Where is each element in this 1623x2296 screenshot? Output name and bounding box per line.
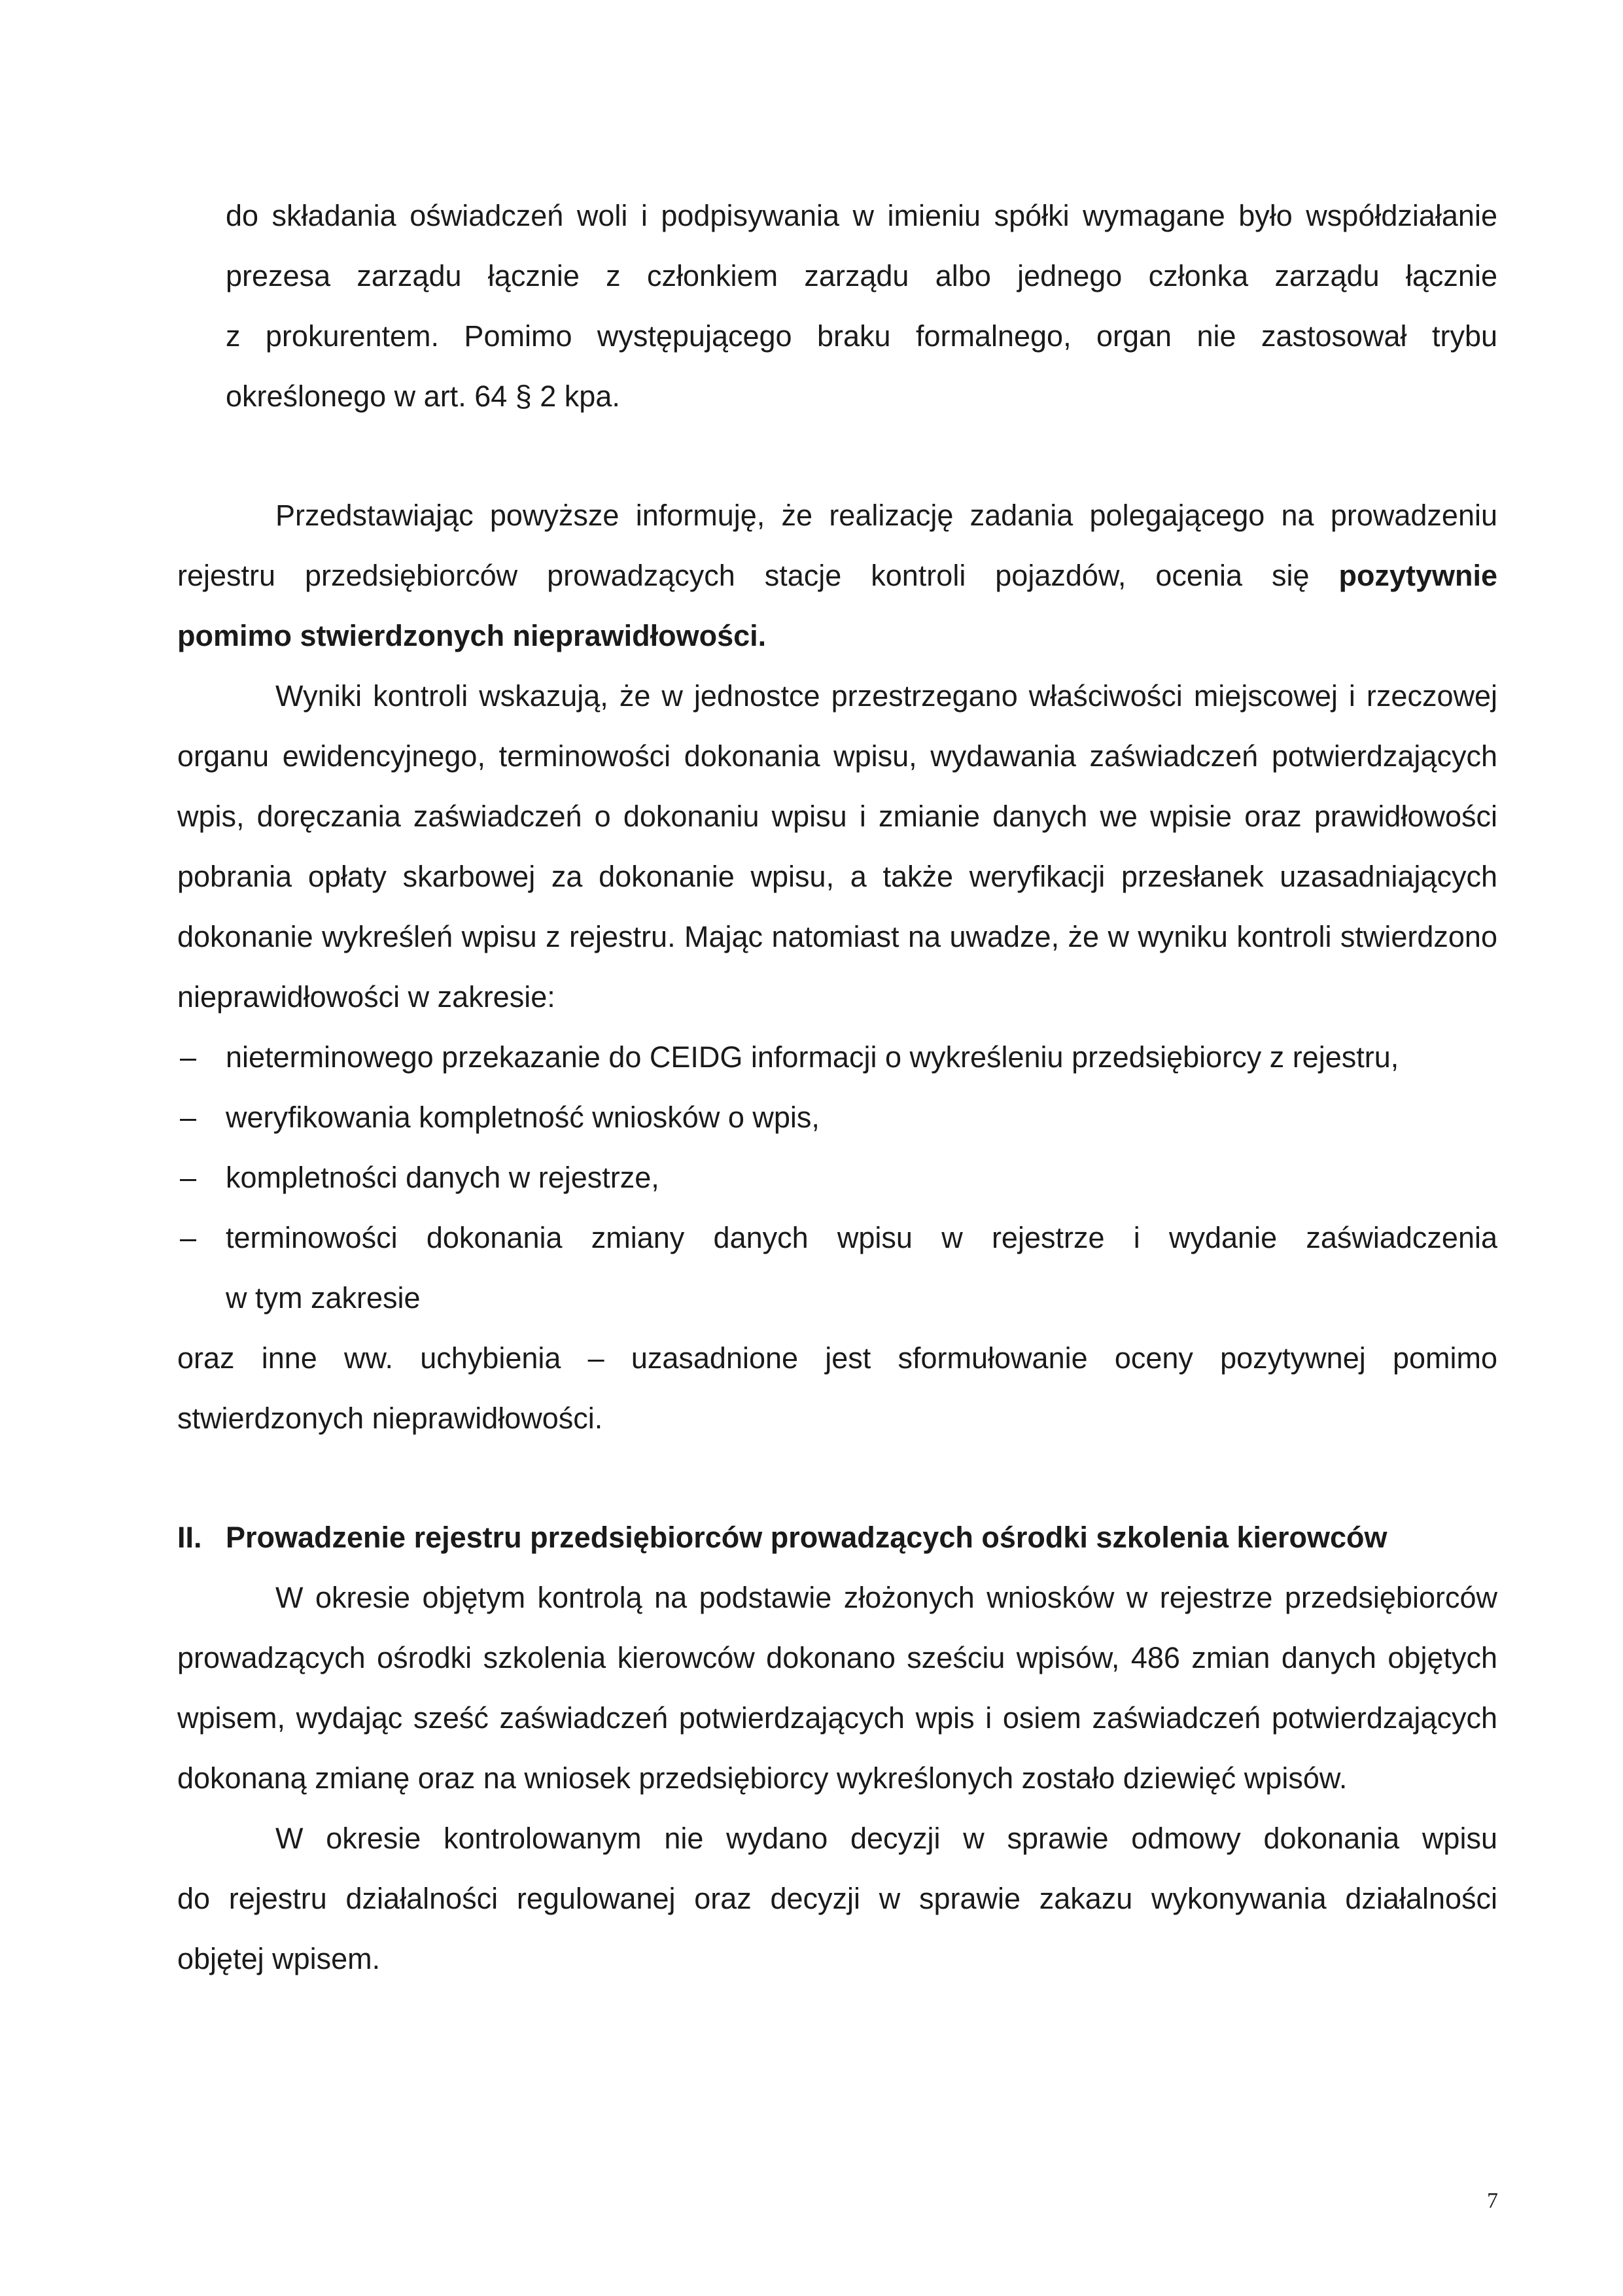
text-line: prezesa zarządu łącznie z członkiem zarządu albo jednego członka zarządu łącznie bbox=[226, 259, 1497, 292]
text-line: prowadzących ośrodki szkolenia kierowców dokonano sześciu wpisów, 486 zmian danych objętych bbox=[177, 1641, 1497, 1674]
dash-bullet-icon: – bbox=[180, 1161, 197, 1194]
text-line: oraz inne ww. uchybienia – uzasadnione jest sformułowanie oceny pozytywnej pomimo bbox=[177, 1341, 1497, 1375]
section-title: Prowadzenie rejestru przedsiębiorców prowadzących ośrodki szkolenia kierowców bbox=[226, 1521, 1387, 1554]
text-line: wpis, doręczania zaświadczeń o dokonaniu wpisu i zmianie danych we wpisie oraz prawidłowości bbox=[177, 800, 1497, 833]
dash-bullet-icon: – bbox=[180, 1040, 197, 1074]
text-line: stwierdzonych nieprawidłowości. bbox=[177, 1402, 603, 1435]
list-item-text: weryfikowania kompletność wniosków o wpis, bbox=[226, 1101, 820, 1134]
text-line: W okresie objętym kontrolą na podstawie złożonych wniosków w rejestrze przedsiębiorców bbox=[275, 1581, 1497, 1614]
text-line: określonego w art. 64 § 2 kpa. bbox=[226, 380, 620, 413]
intro-paragraph bbox=[177, 186, 1497, 427]
list-item-text: kompletności danych w rejestrze, bbox=[226, 1161, 659, 1194]
text-line bbox=[177, 546, 1497, 606]
text-line: organu ewidencyjnego, terminowości dokonania wpisu, wydawania zaświadczeń potwierdzających bbox=[177, 739, 1497, 773]
text-line: do rejestru działalności regulowanej oraz decyzji w sprawie zakazu wykonywania działalności bbox=[177, 1882, 1497, 1915]
text-span: rejestru przedsiębiorców prowadzących stacje kontroli pojazdów, ocenia się bbox=[177, 559, 1339, 592]
page-number: 7 bbox=[1487, 2189, 1498, 2213]
text-line: W okresie kontrolowanym nie wydano decyzji w sprawie odmowy dokonania wpisu bbox=[275, 1822, 1497, 1855]
text-line: dokonaną zmianę oraz na wniosek przedsiębiorcy wykreślonych zostało dziewięć wpisów. bbox=[177, 1761, 1348, 1795]
section-paragraph bbox=[177, 1809, 1497, 1989]
list-item-text: terminowości dokonania zmiany danych wpisu w rejestrze i wydanie zaświadczenia bbox=[226, 1221, 1497, 1254]
list-item bbox=[177, 1208, 1497, 1268]
list-item-continuation: w tym zakresie bbox=[226, 1281, 421, 1315]
list-item bbox=[177, 1087, 1497, 1148]
bold-text: pomimo stwierdzonych nieprawidłowości. bbox=[177, 619, 767, 652]
text-line: nieprawidłowości w zakresie: bbox=[177, 980, 555, 1014]
text-line: wpisem, wydając sześć zaświadczeń potwierdzających wpis i osiem zaświadczeń potwierdzających bbox=[177, 1701, 1497, 1735]
text-line: pobrania opłaty skarbowej za dokonanie wpisu, a także weryfikacji przesłanek uzasadniających bbox=[177, 860, 1497, 893]
list-item bbox=[177, 1027, 1497, 1087]
text-line: dokonanie wykreśleń wpisu z rejestru. Mając natomiast na uwadze, że w wyniku kontroli stwierdzono bbox=[177, 920, 1497, 953]
dash-bullet-icon: – bbox=[180, 1101, 197, 1134]
heading-line bbox=[177, 1508, 1497, 1568]
text-line: do składania oświadczeń woli i podpisywania w imieniu spółki wymagane było współdziałanie bbox=[226, 199, 1497, 232]
section-number: II. bbox=[177, 1521, 202, 1554]
section-heading bbox=[177, 1508, 1497, 1568]
list-item bbox=[177, 1148, 1497, 1208]
conclusion-paragraph bbox=[177, 1328, 1497, 1449]
text-line: z prokurentem. Pomimo występującego braku formalnego, organ nie zastosował trybu bbox=[226, 319, 1497, 353]
section-paragraph bbox=[177, 1568, 1497, 1809]
text-line: Wyniki kontroli wskazują, że w jednostce przestrzegano właściwości miejscowej i rzeczowej bbox=[275, 679, 1497, 713]
results-paragraph bbox=[177, 666, 1497, 1027]
bold-text: pozytywnie bbox=[1338, 559, 1497, 592]
text-line: objętej wpisem. bbox=[177, 1942, 381, 1975]
text-line: Przedstawiając powyższe informuję, że realizację zadania polegającego na prowadzeniu bbox=[275, 499, 1497, 532]
dash-bullet-icon: – bbox=[180, 1221, 197, 1254]
list-item-text: nieterminowego przekazanie do CEIDG informacji o wykreśleniu przedsiębiorcy z rejestru, bbox=[226, 1040, 1399, 1074]
findings-list bbox=[177, 1027, 1497, 1328]
assessment-paragraph bbox=[177, 486, 1497, 666]
